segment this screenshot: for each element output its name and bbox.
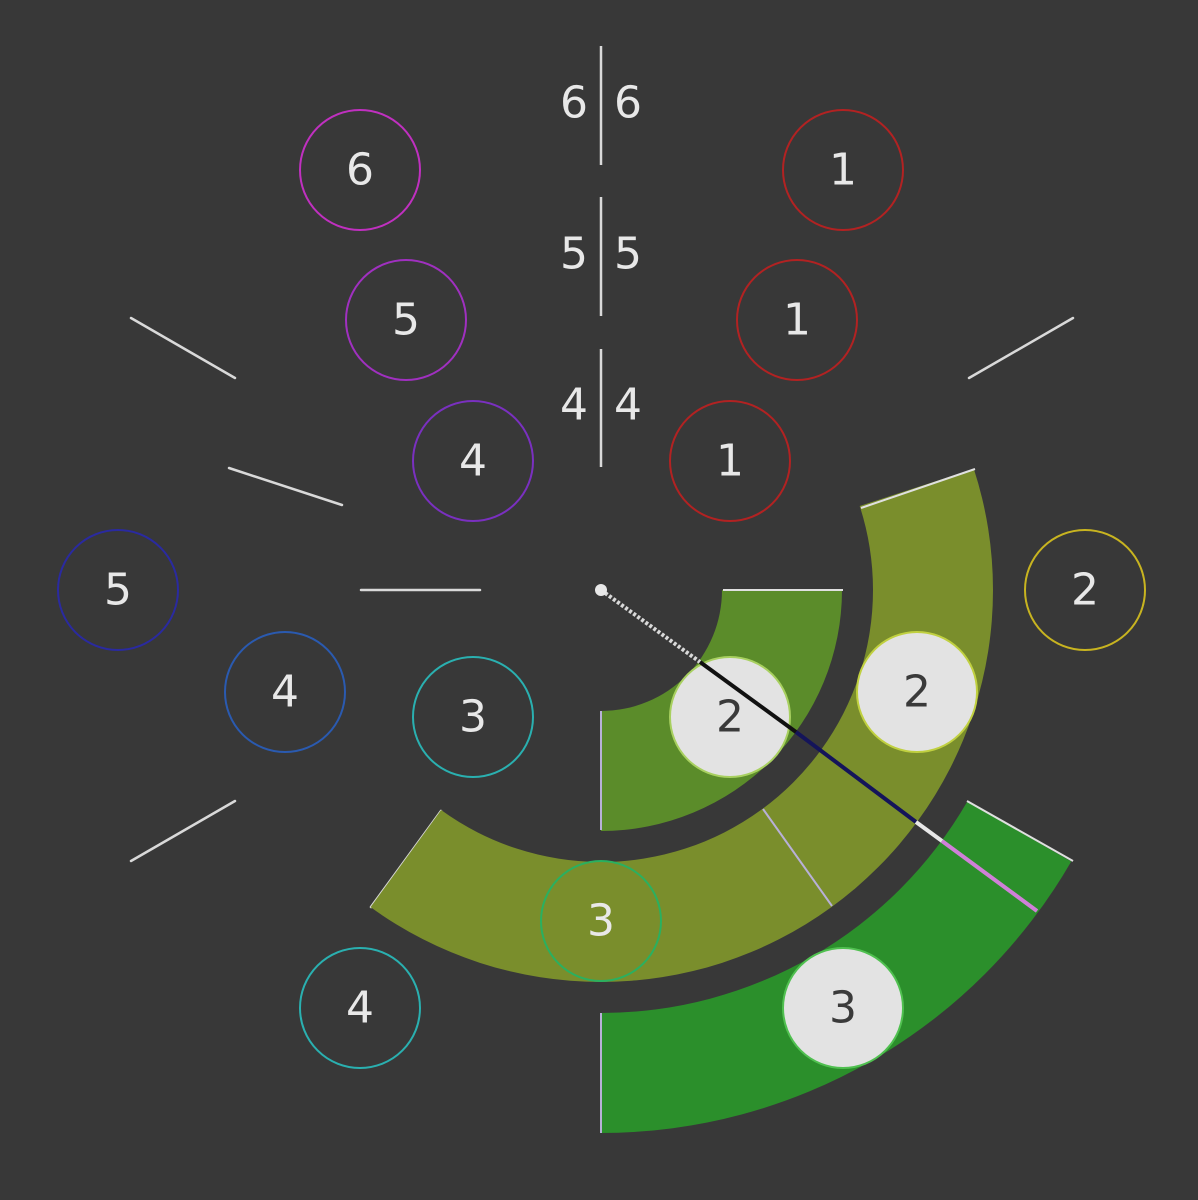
token-middle[interactable] xyxy=(857,632,977,752)
ring-violet-5-label: 5 xyxy=(392,294,420,346)
ring-red-2[interactable] xyxy=(737,260,857,380)
ring-red-1-label: 1 xyxy=(829,144,857,196)
arc-bands xyxy=(371,469,1073,1133)
spoke-upper-right xyxy=(969,318,1073,378)
ring-yellow-label: 2 xyxy=(1071,564,1099,616)
ring-red-1[interactable] xyxy=(783,110,903,230)
token-outer[interactable] xyxy=(783,948,903,1068)
ring-violet-5[interactable] xyxy=(346,260,466,380)
ring-red-3[interactable] xyxy=(670,401,790,521)
needle-segment-white xyxy=(916,822,942,841)
ruler-left-6: 6 xyxy=(560,77,588,129)
ring-teal-3-label: 3 xyxy=(459,691,487,743)
ring-teal-4-label: 4 xyxy=(346,982,374,1034)
ruler-right-4: 4 xyxy=(614,379,642,431)
ring-yellow[interactable] xyxy=(1025,530,1145,650)
ring-magenta-6-label: 6 xyxy=(346,144,374,196)
token-outer-label: 3 xyxy=(829,982,857,1034)
ring-blue-4-label: 4 xyxy=(271,666,299,718)
token-middle-label: 2 xyxy=(903,666,931,718)
ring-magenta-6[interactable] xyxy=(300,110,420,230)
token-inner[interactable] xyxy=(670,657,790,777)
spoke-lower-left xyxy=(131,801,235,861)
needle-pivot xyxy=(595,584,607,596)
spoke-mid-left xyxy=(229,468,342,505)
ruler-left-4: 4 xyxy=(560,379,588,431)
ring-navy-5[interactable] xyxy=(58,530,178,650)
ring-green-3-label: 3 xyxy=(587,895,615,947)
token-inner-label: 2 xyxy=(716,691,744,743)
ruler-left-5: 5 xyxy=(560,228,588,280)
ruler-right-5: 5 xyxy=(614,228,642,280)
spoke-upper-left xyxy=(131,318,235,378)
ring-purple-4[interactable] xyxy=(413,401,533,521)
ring-purple-4-label: 4 xyxy=(459,435,487,487)
ring-red-3-label: 1 xyxy=(716,435,744,487)
ring-red-2-label: 1 xyxy=(783,294,811,346)
ruler-right-6: 6 xyxy=(614,77,642,129)
ring-teal-3[interactable] xyxy=(413,657,533,777)
ring-teal-4[interactable] xyxy=(300,948,420,1068)
ring-navy-5-label: 5 xyxy=(104,564,132,616)
ring-blue-4[interactable] xyxy=(225,632,345,752)
needle-segment-light xyxy=(601,590,700,662)
